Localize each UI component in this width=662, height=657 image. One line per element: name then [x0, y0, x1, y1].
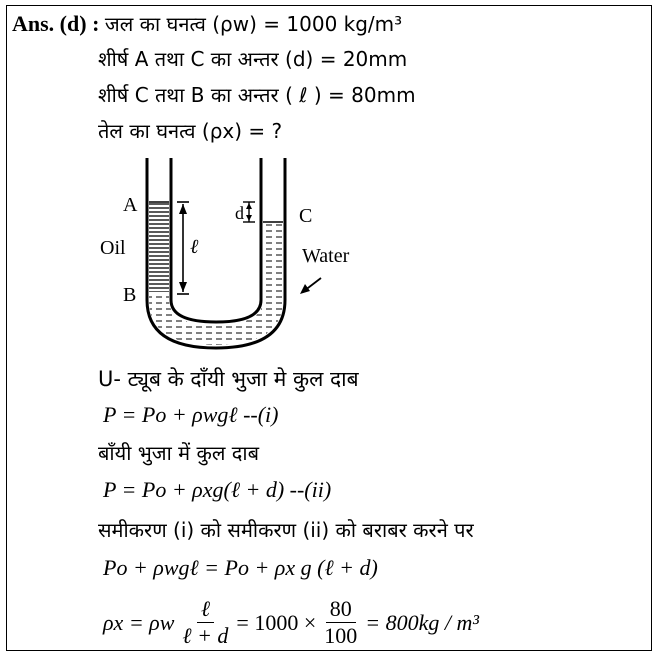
fraction-denominator-100: 100: [324, 623, 358, 648]
answer-line-1: [12, 11, 402, 37]
final-result: = 800kg / m³: [365, 609, 479, 635]
fraction-l-over-l-plus-d: [178, 596, 232, 649]
equation-1: P = Po + ρwgℓ --(i): [103, 402, 279, 427]
label-oil: Oil: [100, 237, 126, 259]
label-water: Water: [302, 245, 350, 267]
given-ac-distance: शीर्ष A तथा C का अन्तर (d) = 20mm: [98, 47, 408, 71]
water-density-line: जल का घनत्व (ρw) = 1000 kg/m³: [104, 12, 403, 36]
given-cb-distance: शीर्ष C तथा B का अन्तर ( ℓ ) = 80mm: [98, 83, 416, 107]
final-equation: [103, 596, 479, 649]
left-arm-pressure-text: बाँयी भुजा में कुल दाब: [98, 441, 259, 465]
fraction-80-over-100: [320, 596, 361, 649]
oil-density-question: तेल का घनत्व (ρx) = ?: [98, 119, 283, 143]
label-l: ℓ: [190, 236, 199, 258]
label-d: d: [235, 203, 244, 223]
fraction-denominator: ℓ + d: [182, 623, 229, 648]
fraction-numerator-80: 80: [326, 596, 356, 623]
equation-2: P = Po + ρxg(ℓ + d) --(ii): [103, 477, 332, 502]
equation-3: Po + ρwgℓ = Po + ρx g (ℓ + d): [103, 555, 378, 580]
oil-column: [149, 202, 169, 292]
final-lhs: ρx = ρw: [103, 609, 175, 635]
equate-text: समीकरण (i) को समीकरण (ii) को बराबर करने पर: [98, 518, 474, 542]
fraction-numerator: ℓ: [197, 596, 214, 623]
water-right-column: [263, 222, 283, 292]
u-tube-inner-wall: [171, 158, 261, 322]
water-bottom: [149, 292, 283, 345]
u-tube-diagram: [95, 150, 375, 365]
final-middle: = 1000 ×: [236, 609, 317, 635]
label-a: A: [123, 194, 138, 216]
answer-label: Ans. (d) :: [12, 11, 100, 36]
right-arm-pressure-text: U- ट्यूब के दाँयी भुजा मे कुल दाब: [98, 367, 359, 391]
label-b: B: [123, 284, 137, 306]
label-c: C: [299, 205, 313, 227]
